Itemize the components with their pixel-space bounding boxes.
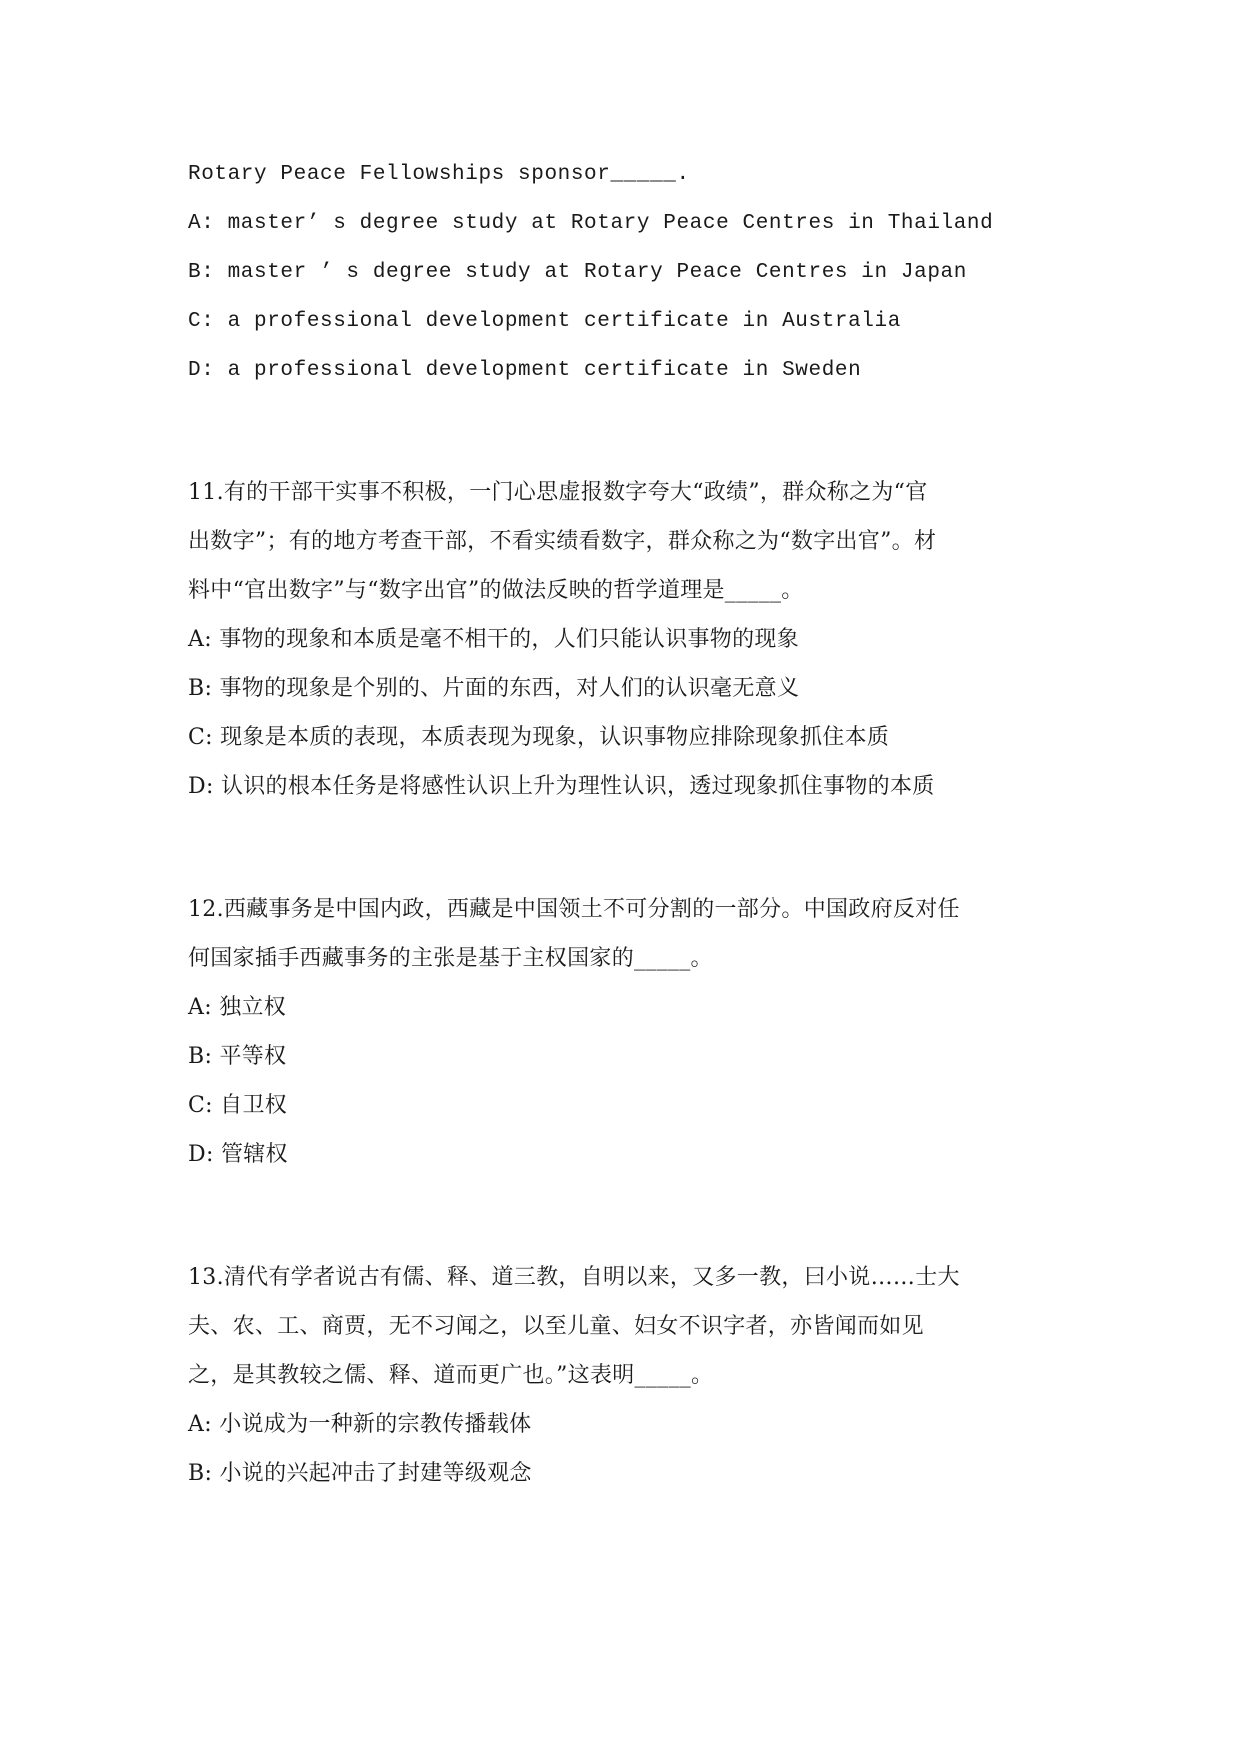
option-a: A: 独立权 xyxy=(188,995,287,1020)
option-d: D: a professional development certificate in Sweden xyxy=(188,359,862,382)
option-a: A: 小说成为一种新的宗教传播载体 xyxy=(188,1412,532,1437)
option-b: B: master ’ s degree study at Rotary Peace Centres in Japan xyxy=(188,261,967,284)
question-11 xyxy=(188,468,1068,811)
option-b: B: 小说的兴起冲击了封建等级观念 xyxy=(188,1461,532,1486)
question-stem-line: 11.有的干部干实事不积极，一门心思虚报数字夸大“政绩”，群众称之为“官 xyxy=(188,480,928,505)
document-page xyxy=(188,150,1068,1498)
question-spacer xyxy=(188,811,1068,885)
question-stem-line: 夫、农、工、商贾，无不习闻之，以至儿童、妇女不识字者，亦皆闻而如见 xyxy=(188,1314,924,1339)
question-stem-line: 之，是其教较之儒、释、道而更广也。”这表明_____。 xyxy=(188,1363,714,1388)
question-10 xyxy=(188,150,1068,395)
option-c: C: a professional development certificate in Australia xyxy=(188,310,901,333)
option-c: C: 现象是本质的表现，本质表现为现象，认识事物应排除现象抓住本质 xyxy=(188,725,890,750)
option-d: D: 认识的根本任务是将感性认识上升为理性认识，透过现象抓住事物的本质 xyxy=(188,774,935,799)
question-stem-line: 料中“官出数字”与“数字出官”的做法反映的哲学道理是_____。 xyxy=(188,578,804,603)
question-stem-line: 13.清代有学者说古有儒、释、道三教，自明以来，又多一教，曰小说……士大 xyxy=(188,1265,960,1290)
question-stem-line: 何国家插手西藏事务的主张是基于主权国家的_____。 xyxy=(188,946,713,971)
question-12 xyxy=(188,885,1068,1179)
question-stem: Rotary Peace Fellowships sponsor_____. xyxy=(188,163,690,186)
question-stem-line: 出数字”；有的地方考查干部，不看实绩看数字，群众称之为“数字出官”。材 xyxy=(188,529,937,554)
question-spacer xyxy=(188,1179,1068,1253)
option-b: B: 平等权 xyxy=(188,1044,287,1069)
option-c: C: 自卫权 xyxy=(188,1093,288,1118)
question-spacer xyxy=(188,395,1068,468)
option-a: A: 事物的现象和本质是毫不相干的，人们只能认识事物的现象 xyxy=(188,627,799,652)
option-d: D: 管辖权 xyxy=(188,1142,288,1167)
question-stem-line: 12.西藏事务是中国内政，西藏是中国领土不可分割的一部分。中国政府反对任 xyxy=(188,897,960,922)
option-a: A: master’ s degree study at Rotary Peace Centres in Thailand xyxy=(188,212,994,235)
question-13 xyxy=(188,1253,1068,1498)
option-b: B: 事物的现象是个别的、片面的东西，对人们的认识毫无意义 xyxy=(188,676,800,701)
